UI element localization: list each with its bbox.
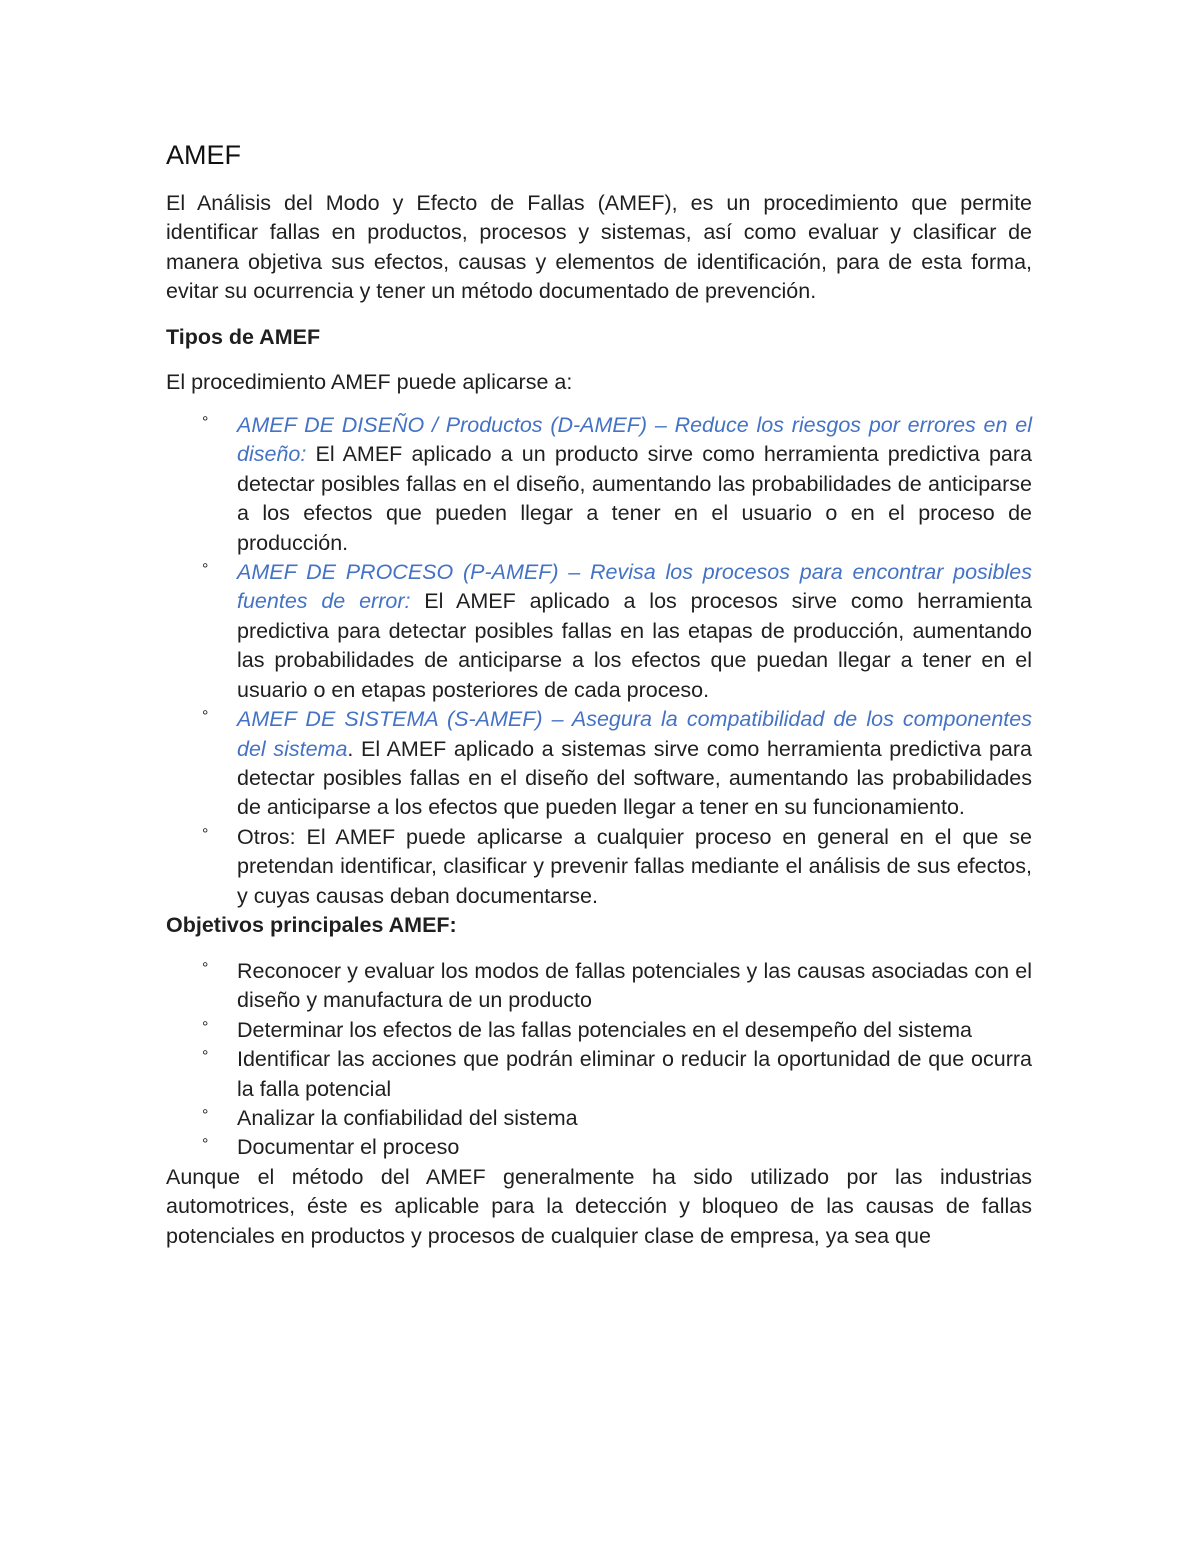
list-item [166, 558, 1032, 705]
list-item [166, 411, 1032, 558]
bullet-icon: ° [202, 1106, 209, 1124]
type-text: El AMEF aplicado a los procesos sirve como herramienta predictiva para detectar posibles fallas en las etapas de producción, aumentando las probabilidades de anticiparse a los efectos que puedan llegar a tener en el usuario o en etapas posteriores de cada proceso. [237, 589, 1033, 702]
document-title: AMEF [166, 140, 242, 170]
objective-text: Documentar el proceso [237, 1135, 460, 1160]
document-page [166, 138, 1032, 1251]
intro-paragraph: El Análisis del Modo y Efecto de Fallas (AMEF), es un procedimiento que permite identificar fallas en productos, procesos y sistemas, así como evaluar y clasificar de manera objetiva sus efectos, causas y elementos de identificación, para de esta forma, evitar su ocurrencia y tener un método documentado de prevención. [166, 191, 1032, 304]
bullet-icon: ° [202, 825, 209, 843]
objective-text: Reconocer y evaluar los modos de fallas potenciales y las causas asociadas con el diseño y manufactura de un producto [237, 958, 1032, 1013]
list-item [166, 1016, 1032, 1045]
bullet-icon: ° [202, 561, 209, 579]
types-heading: Tipos de AMEF [166, 324, 321, 349]
objective-text: Analizar la confiabilidad del sistema [237, 1105, 578, 1130]
type-text: Otros: El AMEF puede aplicarse a cualquier proceso en general en el que se pretendan identificar, clasificar y prevenir fallas mediante el análisis de sus efectos, y cuyas causas deban documentarse. [237, 824, 1032, 908]
list-item [166, 1133, 1032, 1162]
type-highlight: AMEF DE PROCESO (P-AMEF) – Revisa los procesos para encontrar posibles fuentes de error: [237, 560, 1032, 614]
bullet-icon: ° [202, 959, 209, 977]
type-text: . El AMEF aplicado a sistemas sirve como herramienta predictiva para detectar posibles fallas en el diseño del software, aumentando las probabilidades de anticiparse a los efectos que pueden llegar a tener en su funcionamiento. [237, 736, 1032, 820]
types-list [166, 411, 1032, 911]
bullet-icon: ° [202, 1018, 209, 1036]
types-lead: El procedimiento AMEF puede aplicarse a: [166, 369, 573, 394]
objectives-list [166, 957, 1032, 1163]
list-item [166, 823, 1032, 911]
bullet-icon: ° [202, 708, 209, 726]
list-item [166, 1104, 1032, 1133]
type-highlight: AMEF DE DISEÑO / Productos (D-AMEF) – Reduce los riesgos por errores en el diseño: [237, 413, 1032, 467]
bullet-icon: ° [202, 1136, 209, 1154]
bullet-icon: ° [202, 414, 209, 432]
list-item [166, 1045, 1032, 1104]
objective-text: Identificar las acciones que podrán eliminar o reducir la oportunidad de que ocurra la falla potencial [237, 1047, 1032, 1101]
bullet-icon: ° [202, 1048, 209, 1066]
type-highlight: AMEF DE SISTEMA (S-AMEF) – Asegura la compatibilidad de los componentes del sistema [237, 707, 1032, 761]
objectives-heading: Objetivos principales AMEF: [166, 912, 457, 937]
objective-text: Determinar los efectos de las fallas potenciales en el desempeño del sistema [237, 1017, 972, 1042]
closing-paragraph: Aunque el método del AMEF generalmente ha sido utilizado por las industrias automotrices, éste es aplicable para la detección y bloqueo de las causas de fallas potenciales en productos y procesos de cualquier clase de empresa, ya sea que [166, 1164, 1032, 1248]
type-text: El AMEF aplicado a un producto sirve como herramienta predictiva para detectar posibles fallas en el diseño, aumentando las probabilidades de anticiparse a los efectos que pueden llegar a tener en el usuario o en el proceso de producción. [237, 442, 1032, 555]
list-item [166, 957, 1032, 1016]
list-item [166, 705, 1032, 823]
